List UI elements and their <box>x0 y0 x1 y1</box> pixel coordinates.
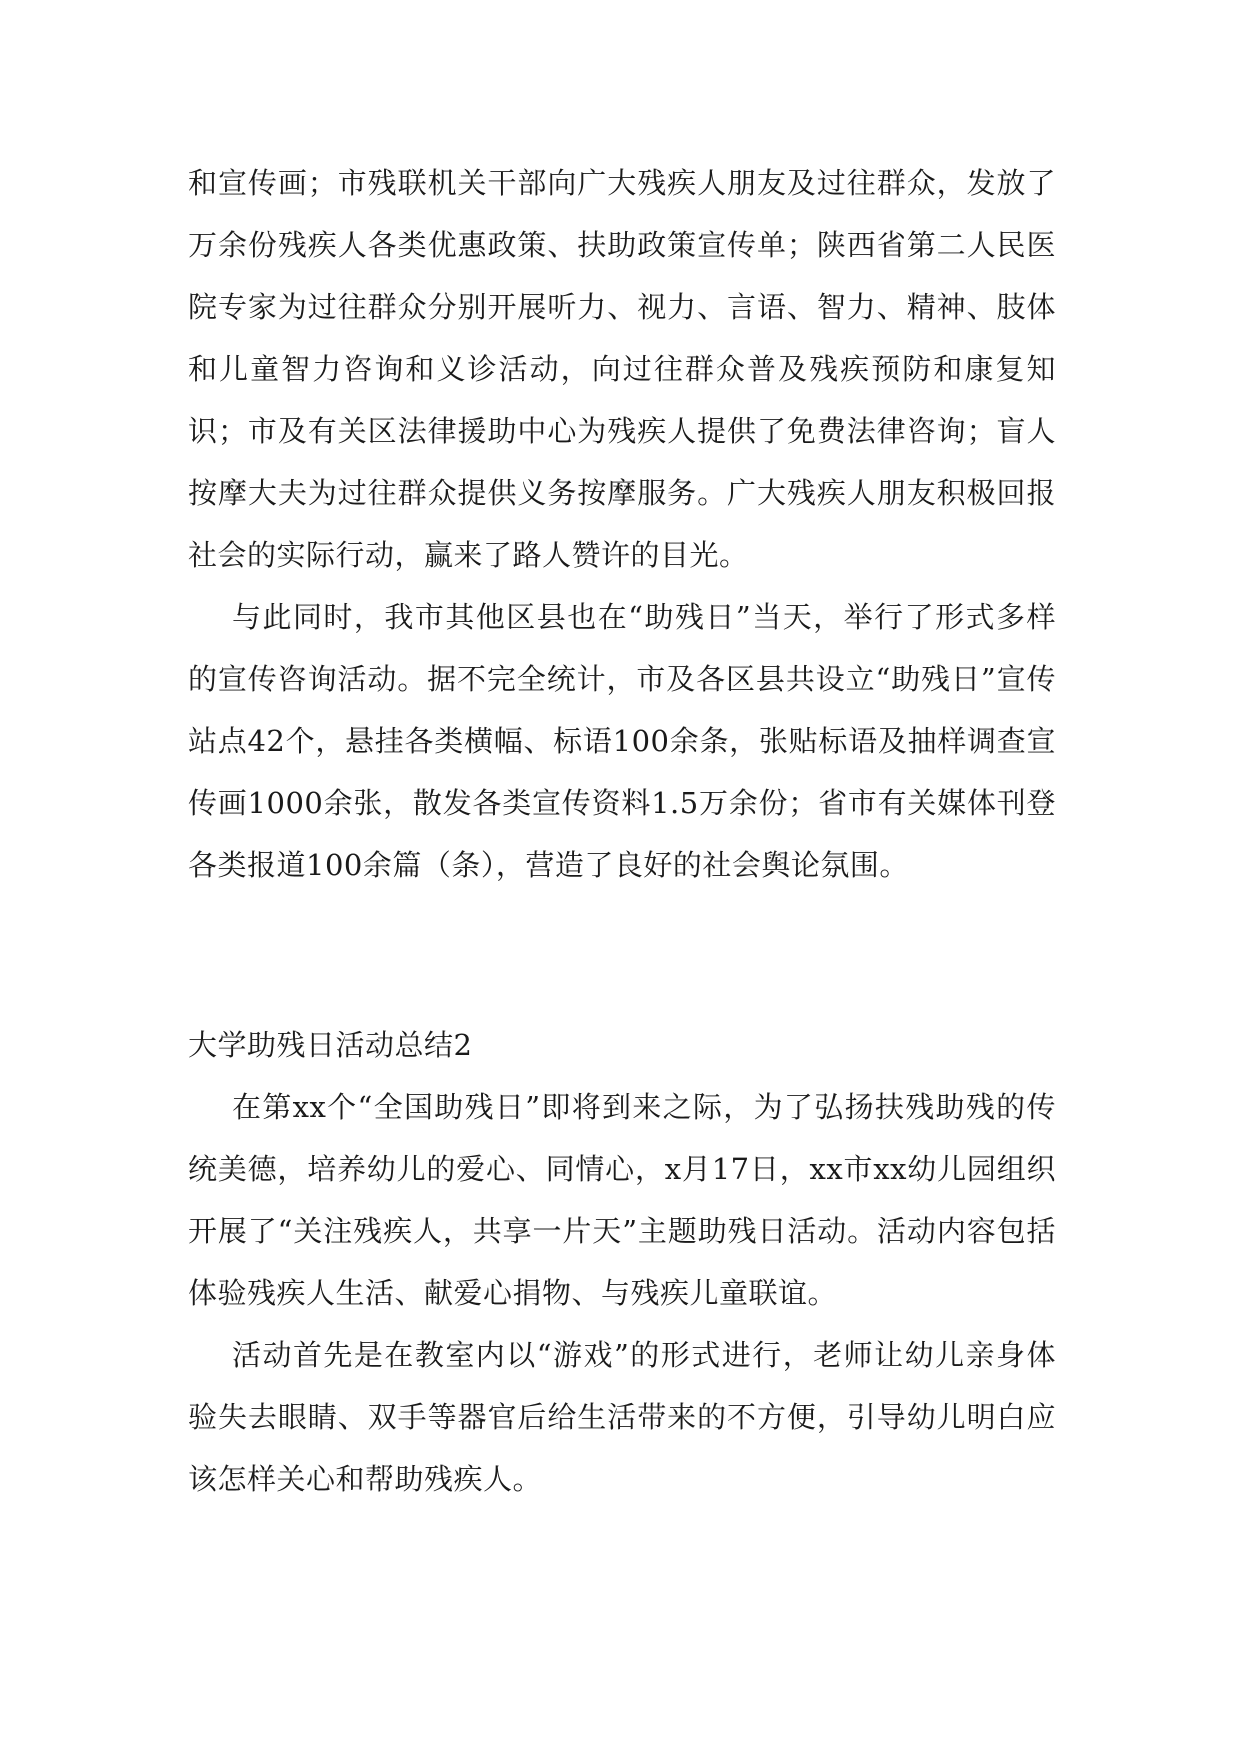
section-title: 大学助残日活动总结2 <box>188 1028 473 1062</box>
paragraph-statistics: 与此同时，我市其他区县也在“助残日”当天，举行了形式多样的宣传咨询活动。据不完全统计，市及各区县共设立“助残日”宣传站点42个，悬挂各类横幅、标语100余条，张贴标语及抽样调查宣传画1000余张，散发各类宣传资料1.5万余份；省市有关媒体刊登各类报道100余篇（条），营造了良好的社会舆论氛围。 <box>188 600 1056 882</box>
paragraph-continuation: 和宣传画；市残联机关干部向广大残疾人朋友及过往群众，发放了万余份残疾人各类优惠政策、扶助政策宣传单；陕西省第二人民医院专家为过往群众分别开展听力、视力、言语、智力、精神、肢体和儿童智力咨询和义诊活动，向过往群众普及残疾预防和康复知识；市及有关区法律援助中心为残疾人提供了免费法律咨询；盲人按摩大夫为过往群众提供义务按摩服务。广大残疾人朋友积极回报社会的实际行动，赢来了路人赞许的目光。 <box>188 166 1056 572</box>
section-gap <box>188 896 1056 1014</box>
document-body <box>188 152 1056 1510</box>
paragraph-activity: 活动首先是在教室内以“游戏”的形式进行，老师让幼儿亲身体验失去眼睛、双手等器官后给生活带来的不方便，引导幼儿明白应该怎样关心和帮助残疾人。 <box>188 1338 1056 1496</box>
paragraph-intro: 在第xx个“全国助残日”即将到来之际，为了弘扬扶残助残的传统美德，培养幼儿的爱心、同情心，x月17日，xx市xx幼儿园组织开展了“关注残疾人，共享一片天”主题助残日活动。活动内容包括体验残疾人生活、献爱心捐物、与残疾儿童联谊。 <box>188 1090 1056 1310</box>
